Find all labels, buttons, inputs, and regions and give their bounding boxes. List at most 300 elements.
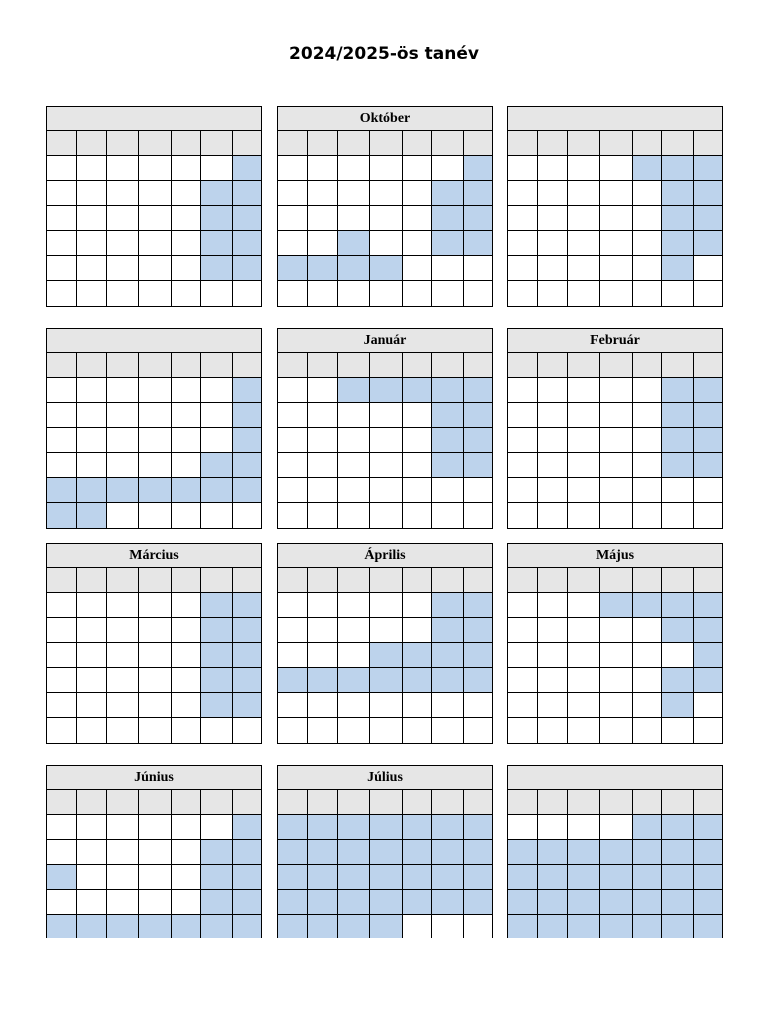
day-cell	[172, 618, 201, 642]
day-cell	[568, 668, 600, 692]
day-cell-highlighted	[662, 693, 694, 717]
day-cell	[508, 231, 538, 255]
day-cell	[338, 281, 370, 306]
week-row	[508, 890, 722, 915]
day-cell-highlighted	[370, 915, 403, 938]
week-row	[508, 206, 722, 231]
day-cell	[107, 403, 139, 427]
day-cell	[568, 156, 600, 180]
day-cell	[77, 815, 107, 839]
day-cell-highlighted	[432, 668, 464, 692]
week-row	[47, 478, 261, 503]
day-cell-highlighted	[201, 693, 233, 717]
weekday-header-cell	[47, 568, 77, 592]
day-cell-highlighted	[633, 840, 662, 864]
day-cell	[370, 478, 403, 502]
calendar-februar	[507, 328, 723, 529]
weekday-header-cell	[432, 131, 464, 155]
day-cell	[201, 428, 233, 452]
day-cell	[233, 503, 261, 528]
day-cell-highlighted	[233, 593, 261, 617]
day-cell-highlighted	[694, 815, 722, 839]
day-cell-highlighted	[201, 231, 233, 255]
day-cell	[403, 453, 432, 477]
weekday-header-row	[508, 353, 722, 378]
day-cell	[172, 890, 201, 914]
day-cell-highlighted	[201, 206, 233, 230]
day-cell	[172, 206, 201, 230]
day-cell-highlighted	[662, 428, 694, 452]
day-cell	[432, 478, 464, 502]
day-cell	[568, 618, 600, 642]
day-cell	[172, 378, 201, 402]
weekday-header-cell	[107, 790, 139, 814]
week-row	[508, 156, 722, 181]
day-cell-highlighted	[600, 915, 633, 938]
weekday-header-cell	[633, 131, 662, 155]
day-cell-highlighted	[403, 840, 432, 864]
day-cell	[633, 503, 662, 528]
week-row	[508, 378, 722, 403]
day-cell-highlighted	[201, 618, 233, 642]
day-cell-highlighted	[568, 915, 600, 938]
day-cell	[338, 643, 370, 667]
day-cell	[308, 378, 338, 402]
day-cell-highlighted	[464, 181, 492, 205]
week-row	[47, 643, 261, 668]
day-cell	[278, 206, 308, 230]
day-cell	[508, 403, 538, 427]
day-cell-highlighted	[600, 840, 633, 864]
day-cell-highlighted	[233, 865, 261, 889]
day-cell-highlighted	[172, 478, 201, 502]
day-cell-highlighted	[338, 668, 370, 692]
week-row	[47, 815, 261, 840]
week-row	[278, 693, 492, 718]
day-cell	[107, 206, 139, 230]
weekday-header-cell	[308, 131, 338, 155]
weekday-header-cell	[464, 131, 492, 155]
day-cell	[370, 453, 403, 477]
day-cell	[633, 403, 662, 427]
calendar-december	[46, 328, 262, 529]
day-cell-highlighted	[694, 403, 722, 427]
day-cell	[633, 668, 662, 692]
day-cell	[278, 428, 308, 452]
day-cell-highlighted	[278, 915, 308, 938]
weekday-header-cell	[464, 568, 492, 592]
day-cell-highlighted	[662, 181, 694, 205]
day-cell	[538, 378, 568, 402]
day-cell-highlighted	[432, 428, 464, 452]
day-cell	[600, 815, 633, 839]
weekday-header-cell	[600, 790, 633, 814]
day-cell	[568, 281, 600, 306]
week-row	[278, 618, 492, 643]
day-cell	[600, 503, 633, 528]
day-cell-highlighted	[233, 156, 261, 180]
day-cell-highlighted	[201, 668, 233, 692]
day-cell	[77, 403, 107, 427]
week-row	[278, 890, 492, 915]
day-cell-highlighted	[662, 915, 694, 938]
weekday-header-cell	[432, 790, 464, 814]
day-cell	[568, 206, 600, 230]
day-cell-highlighted	[77, 503, 107, 528]
calendar-marcius	[46, 543, 262, 744]
weekday-header-cell	[233, 353, 261, 377]
day-cell	[278, 593, 308, 617]
day-cell	[107, 181, 139, 205]
day-cell-highlighted	[568, 865, 600, 889]
day-cell	[172, 281, 201, 306]
day-cell	[308, 503, 338, 528]
day-cell-highlighted	[432, 890, 464, 914]
weekday-header-cell	[233, 568, 261, 592]
day-cell	[568, 256, 600, 280]
day-cell	[432, 503, 464, 528]
day-cell-highlighted	[233, 181, 261, 205]
day-cell	[201, 281, 233, 306]
weekday-header-cell	[600, 568, 633, 592]
day-cell	[600, 693, 633, 717]
day-cell-highlighted	[464, 890, 492, 914]
day-cell-highlighted	[694, 206, 722, 230]
day-cell	[77, 181, 107, 205]
weekday-header-cell	[77, 790, 107, 814]
day-cell-highlighted	[172, 915, 201, 938]
day-cell	[538, 815, 568, 839]
day-cell	[600, 428, 633, 452]
day-cell-highlighted	[278, 668, 308, 692]
week-row	[508, 478, 722, 503]
day-cell-highlighted	[464, 428, 492, 452]
day-cell	[538, 453, 568, 477]
day-cell	[432, 693, 464, 717]
day-cell-highlighted	[662, 865, 694, 889]
day-cell	[139, 231, 172, 255]
day-cell-highlighted	[694, 453, 722, 477]
day-cell-highlighted	[432, 231, 464, 255]
day-cell	[139, 378, 172, 402]
day-cell	[338, 403, 370, 427]
day-cell	[308, 403, 338, 427]
day-cell-highlighted	[464, 206, 492, 230]
day-cell	[139, 181, 172, 205]
weekday-header-cell	[508, 353, 538, 377]
day-cell	[139, 718, 172, 743]
weekday-header-cell	[538, 353, 568, 377]
day-cell	[139, 865, 172, 889]
day-cell	[568, 693, 600, 717]
day-cell	[308, 281, 338, 306]
day-cell	[278, 403, 308, 427]
day-cell	[77, 890, 107, 914]
day-cell	[278, 478, 308, 502]
week-row	[47, 693, 261, 718]
weekday-header-cell	[107, 568, 139, 592]
day-cell	[77, 643, 107, 667]
day-cell-highlighted	[338, 840, 370, 864]
day-cell	[464, 718, 492, 743]
calendar-month-title: Június	[47, 766, 261, 790]
day-cell	[662, 643, 694, 667]
weekday-header-cell	[139, 131, 172, 155]
day-cell	[139, 281, 172, 306]
day-cell	[370, 693, 403, 717]
day-cell-highlighted	[233, 693, 261, 717]
day-cell	[308, 231, 338, 255]
day-cell	[338, 453, 370, 477]
day-cell	[662, 281, 694, 306]
weekday-header-cell	[432, 568, 464, 592]
day-cell	[172, 231, 201, 255]
weekday-header-cell	[201, 568, 233, 592]
day-cell-highlighted	[139, 478, 172, 502]
day-cell-highlighted	[338, 865, 370, 889]
weekday-header-cell	[172, 790, 201, 814]
day-cell-highlighted	[403, 378, 432, 402]
day-cell	[47, 156, 77, 180]
day-cell	[508, 453, 538, 477]
day-cell-highlighted	[600, 890, 633, 914]
day-cell-highlighted	[538, 865, 568, 889]
day-cell	[172, 156, 201, 180]
day-cell	[172, 256, 201, 280]
day-cell-highlighted	[338, 915, 370, 938]
day-cell	[600, 181, 633, 205]
weekday-header-cell	[600, 353, 633, 377]
day-cell-highlighted	[278, 865, 308, 889]
day-cell-highlighted	[633, 593, 662, 617]
day-cell	[568, 403, 600, 427]
day-cell	[308, 181, 338, 205]
day-cell-highlighted	[278, 256, 308, 280]
day-cell	[308, 428, 338, 452]
day-cell	[338, 156, 370, 180]
day-cell	[47, 840, 77, 864]
day-cell	[308, 478, 338, 502]
day-cell	[278, 231, 308, 255]
day-cell	[47, 206, 77, 230]
day-cell-highlighted	[403, 890, 432, 914]
day-cell	[600, 718, 633, 743]
day-cell	[278, 693, 308, 717]
day-cell	[600, 403, 633, 427]
day-cell	[338, 503, 370, 528]
day-cell-highlighted	[233, 231, 261, 255]
day-cell	[47, 231, 77, 255]
day-cell	[77, 865, 107, 889]
day-cell	[633, 378, 662, 402]
day-cell	[508, 256, 538, 280]
day-cell-highlighted	[538, 890, 568, 914]
day-cell-highlighted	[403, 865, 432, 889]
day-cell-highlighted	[201, 643, 233, 667]
day-cell	[338, 428, 370, 452]
day-cell	[568, 718, 600, 743]
day-cell	[77, 453, 107, 477]
day-cell	[508, 281, 538, 306]
weekday-header-cell	[464, 353, 492, 377]
day-cell	[201, 503, 233, 528]
weekday-header-cell	[403, 568, 432, 592]
day-cell	[77, 156, 107, 180]
day-cell-highlighted	[633, 890, 662, 914]
day-cell	[600, 643, 633, 667]
weekday-header-cell	[308, 353, 338, 377]
week-row	[508, 503, 722, 528]
calendar-month-title	[508, 107, 722, 131]
day-cell-highlighted	[201, 865, 233, 889]
calendar-majus	[507, 543, 723, 744]
day-cell	[633, 231, 662, 255]
day-cell-highlighted	[508, 915, 538, 938]
day-cell	[370, 281, 403, 306]
day-cell	[600, 281, 633, 306]
day-cell-highlighted	[694, 890, 722, 914]
day-cell	[77, 618, 107, 642]
day-cell	[403, 181, 432, 205]
weekday-header-cell	[508, 568, 538, 592]
day-cell-highlighted	[662, 378, 694, 402]
day-cell	[403, 231, 432, 255]
weekday-header-row	[278, 790, 492, 815]
week-row	[47, 718, 261, 743]
week-row	[47, 256, 261, 281]
week-row	[278, 206, 492, 231]
day-cell	[662, 503, 694, 528]
day-cell	[568, 378, 600, 402]
week-row	[47, 428, 261, 453]
day-cell-highlighted	[47, 915, 77, 938]
weekday-header-cell	[633, 790, 662, 814]
day-cell	[278, 718, 308, 743]
day-cell	[403, 503, 432, 528]
day-cell	[107, 231, 139, 255]
week-row	[278, 403, 492, 428]
day-cell	[403, 593, 432, 617]
week-row	[278, 256, 492, 281]
weekday-header-cell	[278, 790, 308, 814]
weekday-header-row	[508, 568, 722, 593]
day-cell-highlighted	[201, 890, 233, 914]
day-cell-highlighted	[139, 915, 172, 938]
day-cell-highlighted	[432, 403, 464, 427]
day-cell	[464, 256, 492, 280]
day-cell-highlighted	[233, 618, 261, 642]
day-cell-highlighted	[464, 840, 492, 864]
week-row	[278, 453, 492, 478]
day-cell	[47, 453, 77, 477]
week-row	[508, 428, 722, 453]
day-cell-highlighted	[662, 840, 694, 864]
day-cell	[233, 281, 261, 306]
weekday-header-cell	[308, 790, 338, 814]
day-cell	[694, 718, 722, 743]
day-cell	[139, 693, 172, 717]
day-cell-highlighted	[403, 643, 432, 667]
weekday-header-cell	[432, 353, 464, 377]
day-cell	[77, 718, 107, 743]
day-cell	[172, 668, 201, 692]
day-cell	[403, 256, 432, 280]
day-cell	[107, 428, 139, 452]
day-cell-highlighted	[464, 593, 492, 617]
day-cell-highlighted	[403, 668, 432, 692]
day-cell	[107, 618, 139, 642]
day-cell-highlighted	[662, 618, 694, 642]
day-cell-highlighted	[694, 156, 722, 180]
day-cell-highlighted	[662, 231, 694, 255]
day-cell-highlighted	[633, 915, 662, 938]
weekday-header-cell	[403, 790, 432, 814]
day-cell-highlighted	[370, 890, 403, 914]
weekday-header-cell	[508, 131, 538, 155]
day-cell-highlighted	[662, 593, 694, 617]
day-cell-highlighted	[694, 643, 722, 667]
day-cell	[107, 281, 139, 306]
day-cell-highlighted	[233, 256, 261, 280]
weekday-header-cell	[568, 790, 600, 814]
day-cell	[538, 478, 568, 502]
day-cell	[600, 378, 633, 402]
day-cell-highlighted	[432, 378, 464, 402]
week-row	[508, 403, 722, 428]
day-cell	[694, 478, 722, 502]
week-row	[278, 593, 492, 618]
day-cell	[278, 181, 308, 205]
week-row	[508, 718, 722, 743]
day-cell	[538, 503, 568, 528]
weekday-header-cell	[508, 790, 538, 814]
weekday-header-row	[47, 131, 261, 156]
day-cell	[464, 281, 492, 306]
week-row	[47, 378, 261, 403]
day-cell	[432, 718, 464, 743]
calendar-month-title: Április	[278, 544, 492, 568]
day-cell-highlighted	[662, 668, 694, 692]
day-cell-highlighted	[308, 668, 338, 692]
day-cell	[370, 718, 403, 743]
day-cell-highlighted	[201, 478, 233, 502]
day-cell-highlighted	[464, 378, 492, 402]
day-cell	[508, 378, 538, 402]
day-cell-highlighted	[338, 815, 370, 839]
day-cell-highlighted	[464, 403, 492, 427]
day-cell	[568, 428, 600, 452]
day-cell	[139, 840, 172, 864]
day-cell-highlighted	[107, 915, 139, 938]
day-cell	[338, 181, 370, 205]
day-cell-highlighted	[662, 890, 694, 914]
day-cell-highlighted	[233, 815, 261, 839]
week-row	[47, 453, 261, 478]
day-cell	[278, 378, 308, 402]
weekday-header-cell	[172, 568, 201, 592]
day-cell-highlighted	[201, 840, 233, 864]
week-row	[278, 378, 492, 403]
day-cell	[568, 231, 600, 255]
day-cell	[538, 643, 568, 667]
day-cell	[403, 618, 432, 642]
weekday-header-cell	[278, 131, 308, 155]
week-row	[278, 478, 492, 503]
day-cell-highlighted	[694, 378, 722, 402]
day-cell	[77, 206, 107, 230]
day-cell	[538, 156, 568, 180]
day-cell	[694, 281, 722, 306]
